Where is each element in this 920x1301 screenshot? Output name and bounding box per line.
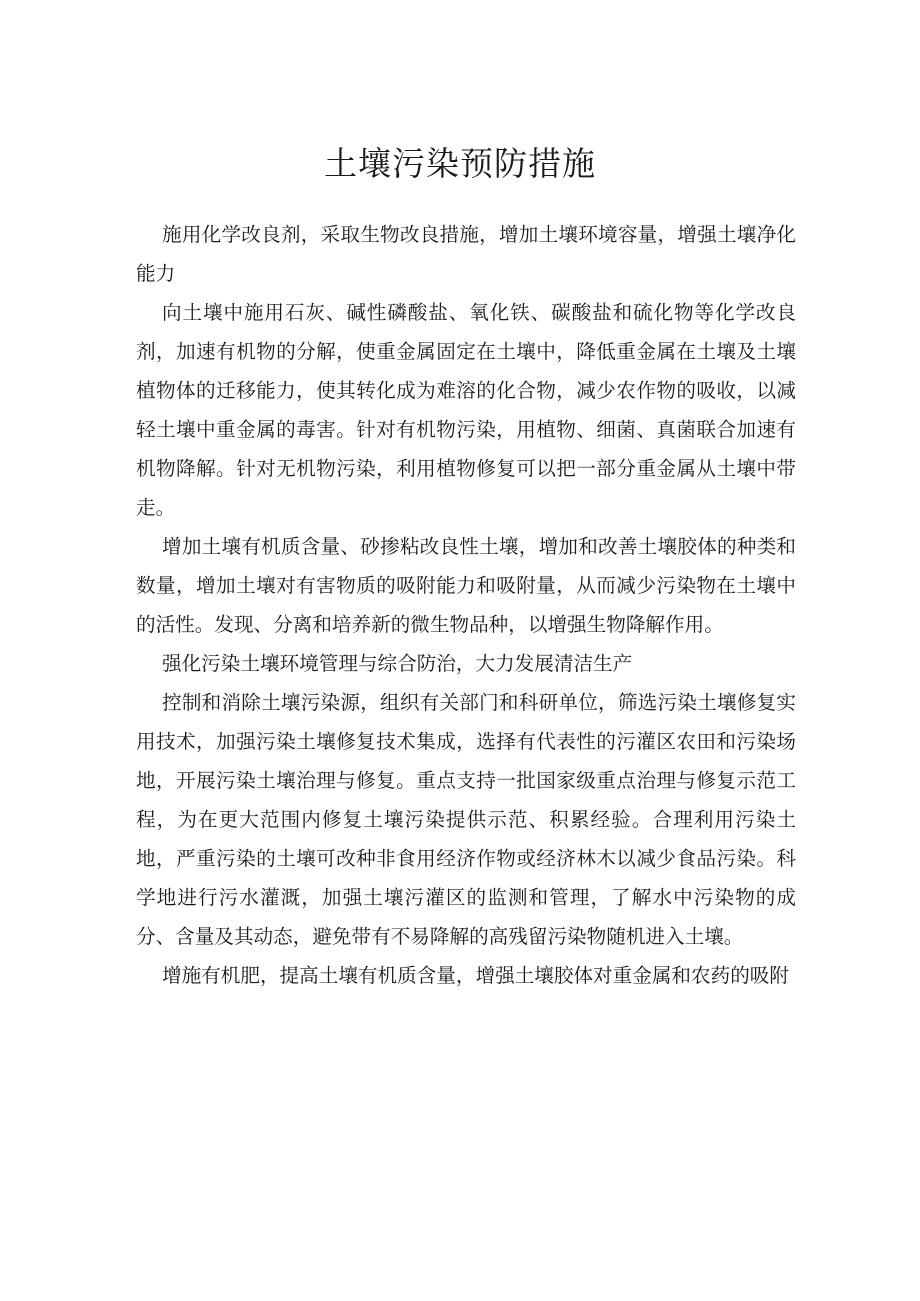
paragraph-2: 向土壤中施用石灰、碱性磷酸盐、氧化铁、碳酸盐和硫化物等化学改良剂，加速有机物的分解，使重金属固定在土壤中，降低重金属在土壤及土壤植物体的迁移能力，使其转化成为难溶的化合物，减少农作物的吸收，以减轻土壤中重金属的毒害。针对有机物污染，用植物、细菌、真菌联合加速有机物降解。针对无机物污染，利用植物修复可以把一部分重金属从土壤中带走。 [136,301,796,519]
paragraph-1: 施用化学改良剂，采取生物改良措施，增加土壤环境容量，增强土壤净化能力 [136,223,796,285]
paragraph-6: 增施有机肥，提高土壤有机质含量，增强土壤胶体对重金属和农药的吸附 [162,964,789,987]
document-body [136,215,796,995]
paragraph-3: 增加土壤有机质含量、砂掺粘改良性土壤，增加和改善土壤胶体的种类和数量，增加土壤对有害物质的吸附能力和吸附量，从而减少污染物在土壤中的活性。发现、分离和培养新的微生物品种，以增强生物降解作用。 [136,535,796,636]
page-title: 土壤污染预防措施 [324,144,596,183]
paragraph-5: 控制和消除土壤污染源，组织有关部门和科研单位，筛选污染土壤修复实用技术，加强污染土壤修复技术集成，选择有代表性的污灌区农田和污染场地，开展污染土壤治理与修复。重点支持一批国家级重点治理与修复示范工程，为在更大范围内修复土壤污染提供示范、积累经验。合理利用污染土地，严重污染的土壤可改种非食用经济作物或经济林木以减少食品污染。科学地进行污水灌溉，加强土壤污灌区的监测和管理，了解水中污染物的成分、含量及其动态，避免带有不易降解的高残留污染物随机进入土壤。 [136,691,796,948]
paragraph-4: 强化污染土壤环境管理与综合防治，大力发展清洁生产 [162,652,633,675]
